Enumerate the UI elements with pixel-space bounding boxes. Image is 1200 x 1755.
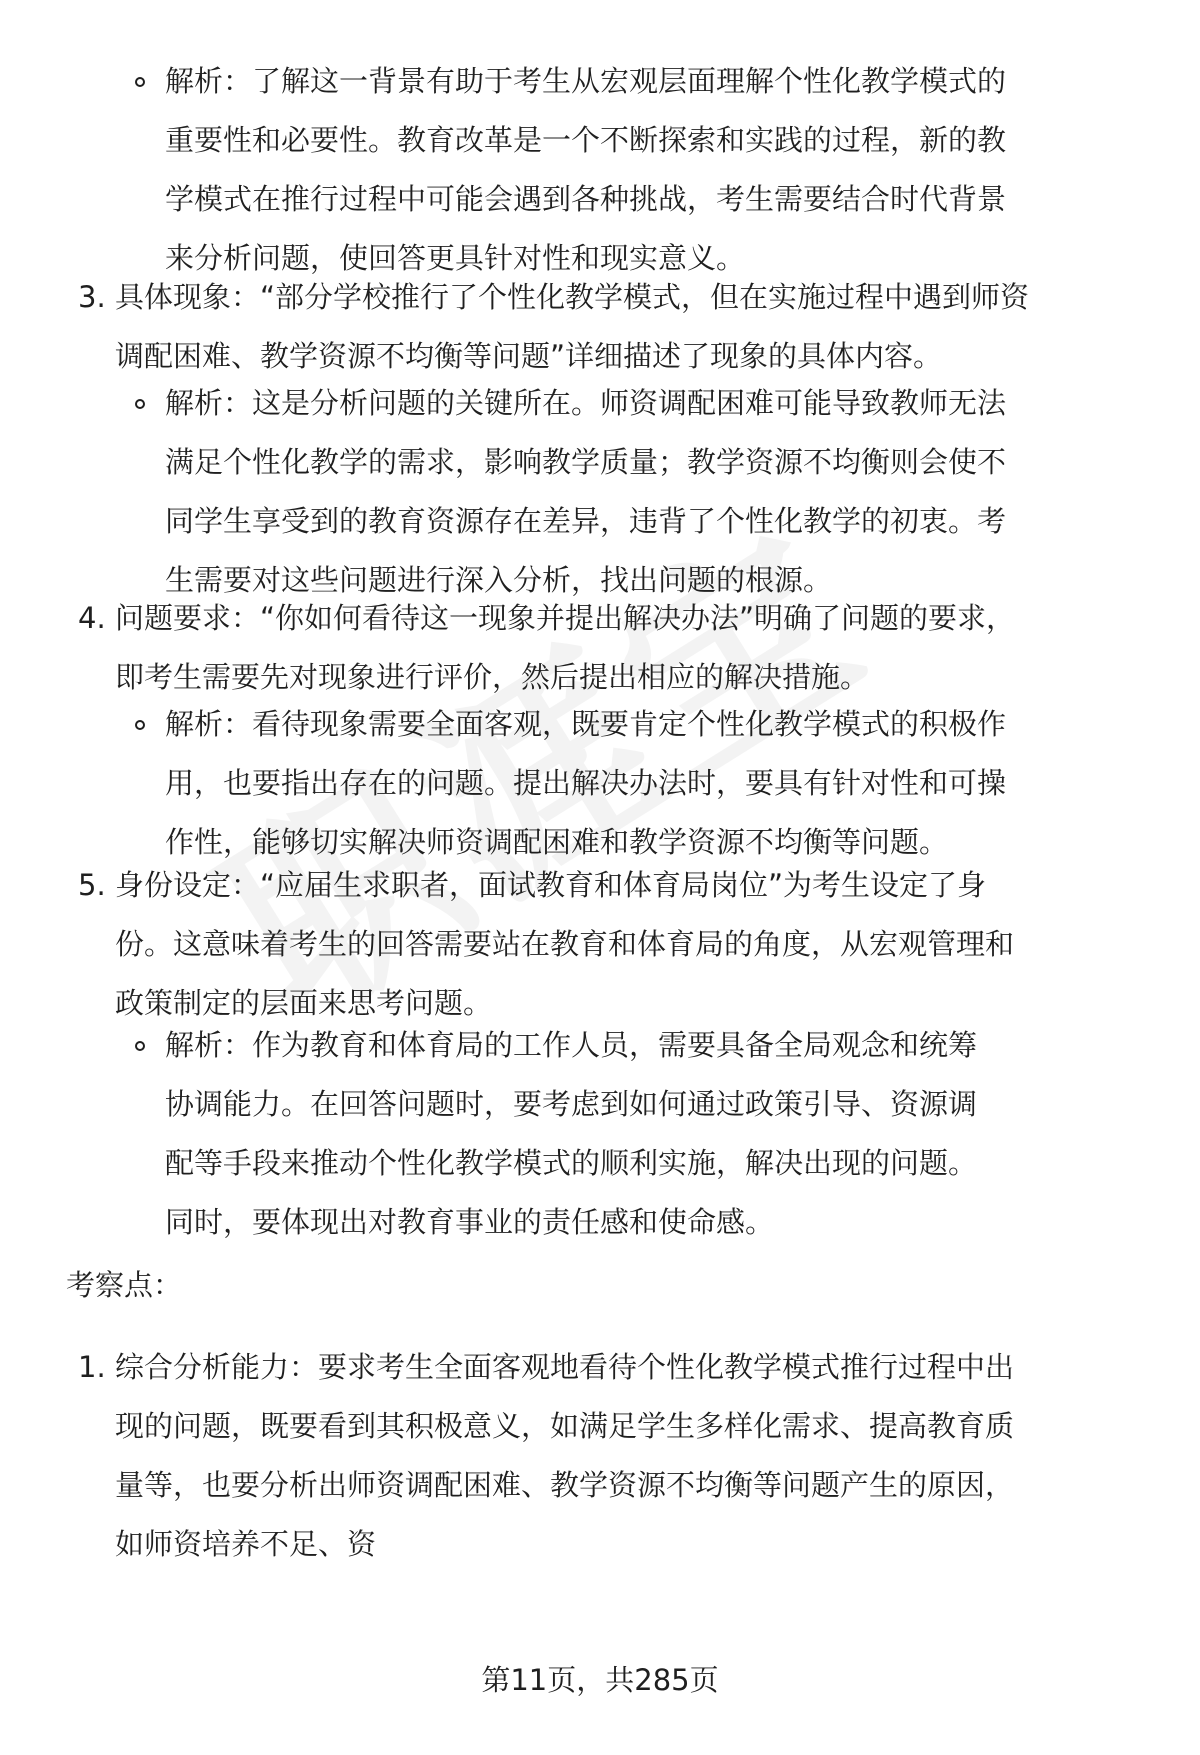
sub-item-analysis-requirement <box>135 695 1035 875</box>
sub-item-analysis-identity <box>135 1016 1035 1256</box>
item-text: 具体现象：“部分学校推行了个性化教学模式，但在实施过程中遇到师资调配困难、教学资源不均衡等问题”详细描述了现象的具体内容。 <box>115 280 1030 373</box>
item-text: 身份设定：“应届生求职者，面试教育和体育局岗位”为考生设定了身份。这意味着考生的回答需要站在教育和体育局的角度，从宏观管理和政策制定的层面来思考问题。 <box>115 868 1015 1020</box>
assessment-item-1 <box>78 1338 1038 1561</box>
sub-item-text: 解析：作为教育和体育局的工作人员，需要具备全局观念和统筹协调能力。在回答问题时，要考虑到如何通过政策引导、资源调配等手段来推动个性化教学模式的顺利实施，解决出现的问题。同时，要体现出对教育事业的责任感和使命感。 <box>165 1028 978 1239</box>
sub-item-text: 解析：这是分析问题的关键所在。师资调配困难可能导致教师无法满足个性化教学的需求，影响教学质量；教学资源不均衡则会使不同学生享受到的教育资源存在差异，违背了个性化教学的初衷。考生需要对这些问题进行深入分析，找出问题的根源。 <box>165 386 1007 597</box>
circle-bullet-icon <box>135 399 145 409</box>
item-text: 综合分析能力：要求考生全面客观地看待个性化教学模式推行过程中出现的问题，既要看到其积极意义，如满足学生多样化需求、提高教育质量等，也要分析出师资调配困难、教学资源不均衡等问题产生的原因，如师资培养不足、资 <box>115 1350 1015 1561</box>
circle-bullet-icon <box>135 77 145 87</box>
numbered-item-5 <box>78 856 1038 1036</box>
circle-bullet-icon <box>135 1041 145 1051</box>
numbered-item-4 <box>78 589 1038 709</box>
item-number: 1. <box>78 1350 106 1384</box>
item-number: 4. <box>78 601 106 635</box>
item-number: 5. <box>78 868 106 902</box>
page-footer: 第11页，共285页 <box>481 1663 719 1697</box>
circle-bullet-icon <box>135 720 145 730</box>
sub-item-text: 解析：了解这一背景有助于考生从宏观层面理解个性化教学模式的重要性和必要性。教育改革是一个不断探索和实践的过程，新的教学模式在推行过程中可能会遇到各种挑战，考生需要结合时代背景来分析问题，使回答更具针对性和现实意义。 <box>165 64 1007 275</box>
sub-item-analysis-background <box>135 52 1035 292</box>
item-text: 问题要求：“你如何看待这一现象并提出解决办法”明确了问题的要求，即考生需要先对现象进行评价，然后提出相应的解决措施。 <box>115 601 1016 694</box>
section-heading: 考察点： <box>66 1268 183 1302</box>
sub-item-analysis-phenomenon <box>135 374 1035 614</box>
sub-item-text: 解析：看待现象需要全面客观，既要肯定个性化教学模式的积极作用，也要指出存在的问题。提出解决办法时，要具有针对性和可操作性，能够切实解决师资调配困难和教学资源不均衡等问题。 <box>165 707 1007 859</box>
item-number: 3. <box>78 280 106 314</box>
numbered-item-3 <box>78 268 1038 388</box>
